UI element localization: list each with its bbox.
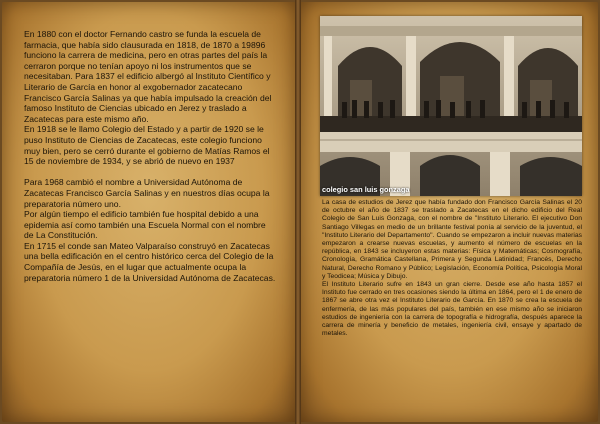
left-paragraph-2: En 1918 se le llamo Colegio del Estado y a partir de 1920 se le puso Instituto de Ciencias de Zacatecas, este colegio funciono muy bien, pero se cerró durante el gobierno de Matías Ramos el 15 de noviembre de 1934, y se abrió de nuevo en 1937 (24, 124, 270, 167)
left-paragraph-3: Para 1968 cambió el nombre a Universidad Autónoma de Zacatecas Francisco García Salinas y en nuestros días ocupa la preparatoria número uno. (24, 177, 270, 209)
left-page-text (24, 29, 276, 283)
paragraph-gap (24, 167, 276, 178)
left-paragraph-4: Por algún tiempo el edificio también fue hospital debido a una epidemia así como también una Escuela Normal con el nombre de La Constitución. (24, 209, 266, 241)
left-paragraph-5: En 1715 el conde san Mateo Valparaíso construyó en Zacatecas una bella edificación en el centro histórico cerca del Colegio de la Compañía de Jesús, en el lugar que actualmente ocupa la preparatoria número 1 de la Universidad Autónoma de Zacatecas. (24, 240, 276, 283)
right-paragraph-1: La casa de estudios de Jerez que había fundado don Francisco García Salinas el 20 de octubre el año de 1837 se traslado a Zacatecas en el dicho edificio del Real Colegio de San Luis Gonzaga, con el nombre de "Instituto Literario. El ejecutivo Don Santiago Villegas en medio de un brillante festival ponía al servicio de la juventud, el "Instituto Literario del Departamento". Cuando se empezaron a incluir nuevas materias empezaron a crearse nuevas escuelas, y aumento el número de escuelas en la república, en 1843 se incluyeron estas materias: Física y Matemáticas; Cosmografía, Cronología, Gramática Castellana, Primera y Segunda Latinidad; Francés, Derecho Natural, Derecho Romano y Público; Legislación, Economía Política, Psicología Moral y Teodicea; Música y Dibujo. (322, 199, 582, 280)
photo-caption: colegio san luis gonzaga (322, 185, 410, 194)
colegio-courtyard-illustration (320, 16, 582, 196)
left-paragraph-1: En 1880 con el doctor Fernando castro se funda la escuela de farmacia, que había sido clausurada en 1818, de 1870 a 19896 funciono la carrera de medicina, pero en otras partes del país la cerraron porque no tenían apoyo ni los instrumentos que se necesitaban. Para 1837 el edificio albergó al Instituto Científico y Literario de García en honor al exgobernador zacatecano Francisco García Salinas ya que había impulsado la creación del famoso Instituto de Ciencias ubicado en Jerez y traslado a Zacatecas para este mismo año. (24, 29, 272, 124)
colegio-photo (320, 16, 582, 196)
right-paragraph-2: El Instituto Literario sufre en 1843 un gran cierre. Desde ese año hasta 1857 el Instituto fue cerrado en tres ocasiones siendo la última en 1864, pero el 1 de enero de 1867 se abre otra vez el Instituto Literario de García. En 1870 se crea la escuela de enfermería, de las más populares del país, también en ese mismo año se iniciaron estudios de ingeniería con la carrera de topografía e hidrografía, después aparece la carrera de minería y beneficio de metales, ingeniería civil, ensaye y apartado de metales. (322, 281, 582, 338)
right-page-text (322, 199, 582, 338)
